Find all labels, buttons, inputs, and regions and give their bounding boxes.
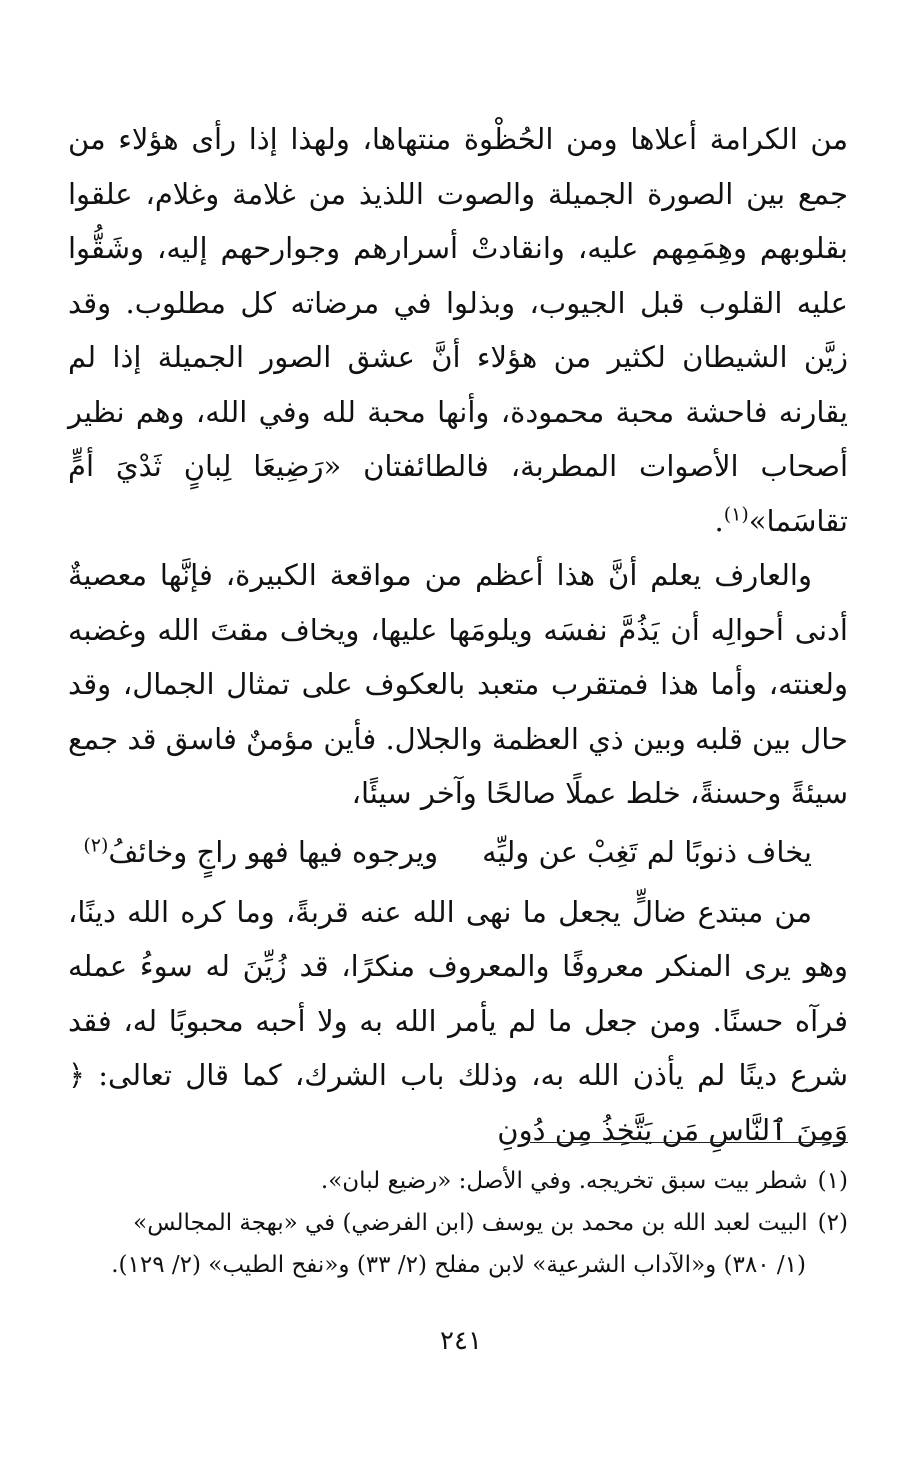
footnote <box>68 1160 848 1202</box>
main-text <box>68 112 848 1157</box>
poetry-verse <box>68 823 848 881</box>
paragraph <box>68 548 848 821</box>
footnote <box>68 1202 848 1244</box>
paragraph <box>68 885 848 1158</box>
footnotes <box>68 1160 848 1286</box>
verse-second-hemistich: ويرجوه فيها فهو راجٍ وخائفُ <box>108 834 439 869</box>
footnote-ref[interactable]: (١) <box>723 502 749 525</box>
paragraph-text: من مبتدع ضالٍّ يجعل ما نهى الله عنه قربةً، وما كره الله دينًا، وهو يرى المنكر معروفًا والمعروف منكرًا، قد زُيِّنَ له سوءُ عمله فرآه حسنًا. ومن جعل ما لم يأمر الله به ولا أحبه محبوبًا له، فقد شرع دينًا لم يأذن الله به، وذلك باب الشرك، كما قال تعالى: ﴿ وَمِنَ ٱلنَّاسِ مَن يَتَّخِذُ مِن دُونِ <box>68 894 848 1147</box>
verse-first-hemistich: يخاف ذنوبًا لم تَغِبْ عن وليِّه <box>482 834 812 869</box>
footnote-text: شطر بيت سبق تخريجه. وفي الأصل: «رضيع لبان». <box>320 1168 808 1194</box>
footnote-text: البيت لعبد الله بن محمد بن يوسف (ابن الفرضي) في «بهجة المجالس» <box>133 1210 808 1236</box>
paragraph-text: من الكرامة أعلاها ومن الحُظْوة منتهاها، ولهذا إذا رأى هؤلاء من جمع بين الصورة الجميلة والصوت اللذيذ من غلامة وغلام، علقوا بقلوبهم وهِمَمِهم عليه، وانقادتْ أسرارهم وجوارحهم إليه، وشَقُّوا عليه القلوب قبل الجيوب، وبذلوا في مرضاته كل مطلوب. وقد زيَّن الشيطان لكثير من هؤلاء أنَّ عشق الصور الجميلة إذا لم يقارنه فاحشة محبة محمودة، وأنها محبة لله وفي الله، وهم نظير أصحاب الأصوات المطربة، فالطائفتان «رَضِيعَا لِبانٍ ثَدْيَ أمٍّ تقاسَما» <box>68 122 848 538</box>
footnote-ref[interactable]: (٢) <box>83 833 109 856</box>
footnote-divider <box>530 1142 848 1143</box>
page-number: ٢٤١ <box>440 1326 482 1356</box>
footnote-number: (١) <box>817 1168 848 1194</box>
paragraph-end: . <box>714 503 724 538</box>
paragraph-text: والعارف يعلم أنَّ هذا أعظم من مواقعة الكبيرة، فإنَّها معصيةٌ أدنى أحوالِه أن يَذُمَّ نفسَه ويلومَها عليها، ويخاف مقتَ الله وغضبه ولعنته، وأما هذا فمتقرب متعبد بالعكوف على تمثال الجمال، وقد حال بين قلبه وبين ذي العظمة والجلال. فأين مؤمنٌ فاسق قد جمع سيئةً وحسنةً، خلط عملًا صالحًا وآخر سيئًا، <box>68 558 848 810</box>
footnote-number: (٢) <box>817 1210 848 1236</box>
paragraph <box>68 112 848 548</box>
footnote-continuation: (١/ ٣٨٠) و«الآداب الشرعية» لابن مفلح (٢/ ٣٣) و«نفح الطيب» (٢/ ١٢٩). <box>111 1252 806 1278</box>
